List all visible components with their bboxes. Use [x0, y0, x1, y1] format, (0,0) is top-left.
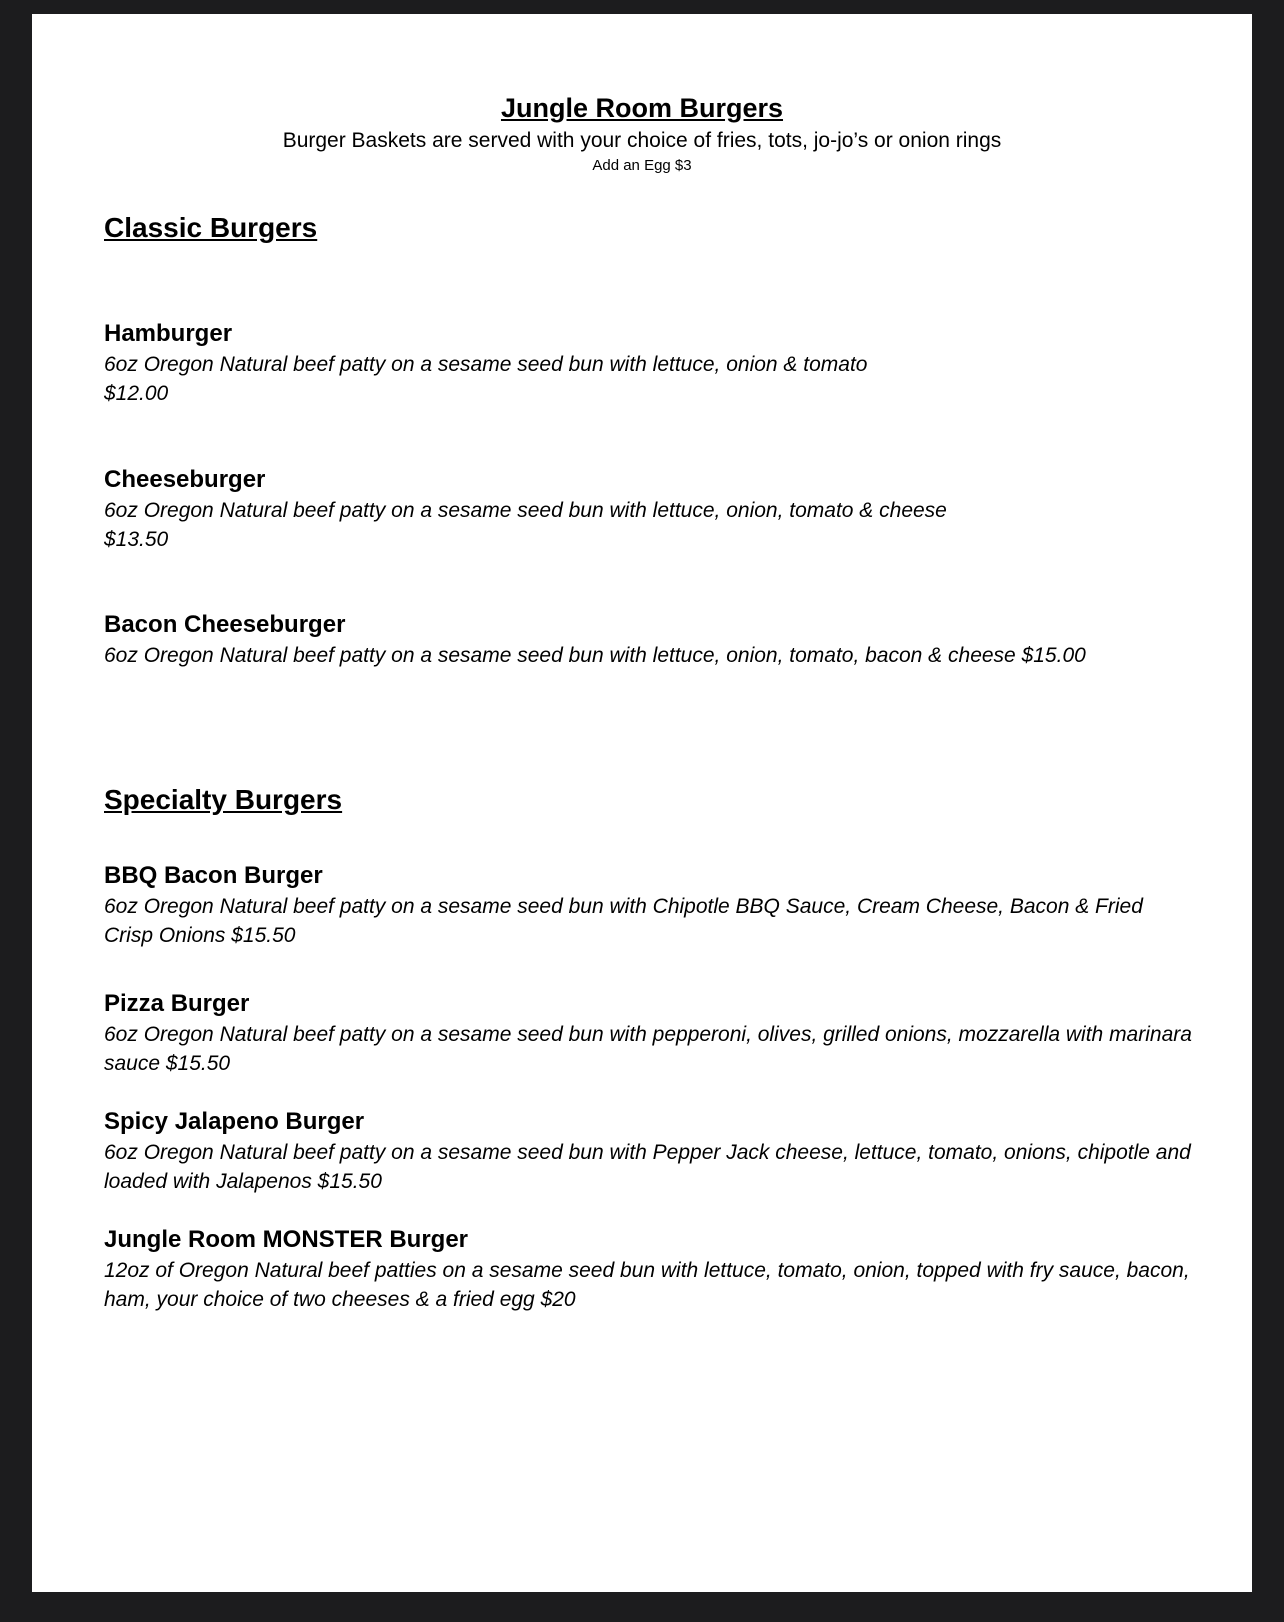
specialty-burgers-heading: Specialty Burgers — [104, 784, 343, 815]
item-name: Cheeseburger — [104, 466, 266, 493]
item-description: 6oz Oregon Natural beef patty on a sesame seed bun with Pepper Jack cheese, lettuce, tomato, onions, chipotle and loaded with Jalapenos $15.50 — [104, 1141, 1191, 1193]
item-description: 6oz Oregon Natural beef patty on a sesame seed bun with pepperoni, olives, grilled onions, mozzarella with marinara sauce $15.50 — [104, 1023, 1192, 1075]
menu-item-spicy-jalapeno-burger — [104, 1106, 1194, 1196]
item-name: Spicy Jalapeno Burger — [104, 1108, 365, 1135]
item-name: Bacon Cheeseburger — [104, 611, 346, 638]
item-description: 6oz Oregon Natural beef patty on a sesame seed bun with Chipotle BBQ Sauce, Cream Cheese, Bacon & Fried Crisp Onions $15.50 — [104, 895, 1143, 947]
item-name: Hamburger — [104, 320, 233, 347]
menu-page — [32, 14, 1252, 1592]
item-description: 6oz Oregon Natural beef patty on a sesame seed bun with lettuce, onion, tomato & cheese — [104, 499, 947, 522]
menu-item-hamburger — [104, 318, 1194, 408]
menu-title: Jungle Room Burgers — [500, 93, 784, 123]
item-name: BBQ Bacon Burger — [104, 862, 323, 889]
menu-item-cheeseburger — [104, 464, 1194, 554]
classic-burgers-heading: Classic Burgers — [104, 212, 318, 243]
item-description: 6oz Oregon Natural beef patty on a sesame seed bun with lettuce, onion & tomato — [104, 353, 868, 376]
item-price: $13.50 — [104, 528, 169, 551]
item-description: 12oz of Oregon Natural beef patties on a sesame seed bun with lettuce, tomato, onion, topped with fry sauce, bacon, ham, your choice of two cheeses & a fried egg $20 — [104, 1259, 1190, 1311]
item-description: 6oz Oregon Natural beef patty on a sesame seed bun with lettuce, onion, tomato, bacon & cheese $15.00 — [104, 644, 1086, 667]
menu-note: Add an Egg $3 — [592, 157, 692, 174]
menu-header — [32, 90, 1252, 176]
menu-item-bacon-cheeseburger — [104, 609, 1194, 670]
item-name: Jungle Room MONSTER Burger — [104, 1226, 469, 1253]
item-price: $12.00 — [104, 382, 169, 405]
menu-subtitle: Burger Baskets are served with your choice of fries, tots, jo-jo’s or onion rings — [282, 129, 1002, 152]
menu-item-monster-burger — [104, 1224, 1194, 1314]
menu-item-pizza-burger — [104, 988, 1194, 1078]
item-name: Pizza Burger — [104, 990, 250, 1017]
menu-item-bbq-bacon-burger — [104, 860, 1194, 950]
